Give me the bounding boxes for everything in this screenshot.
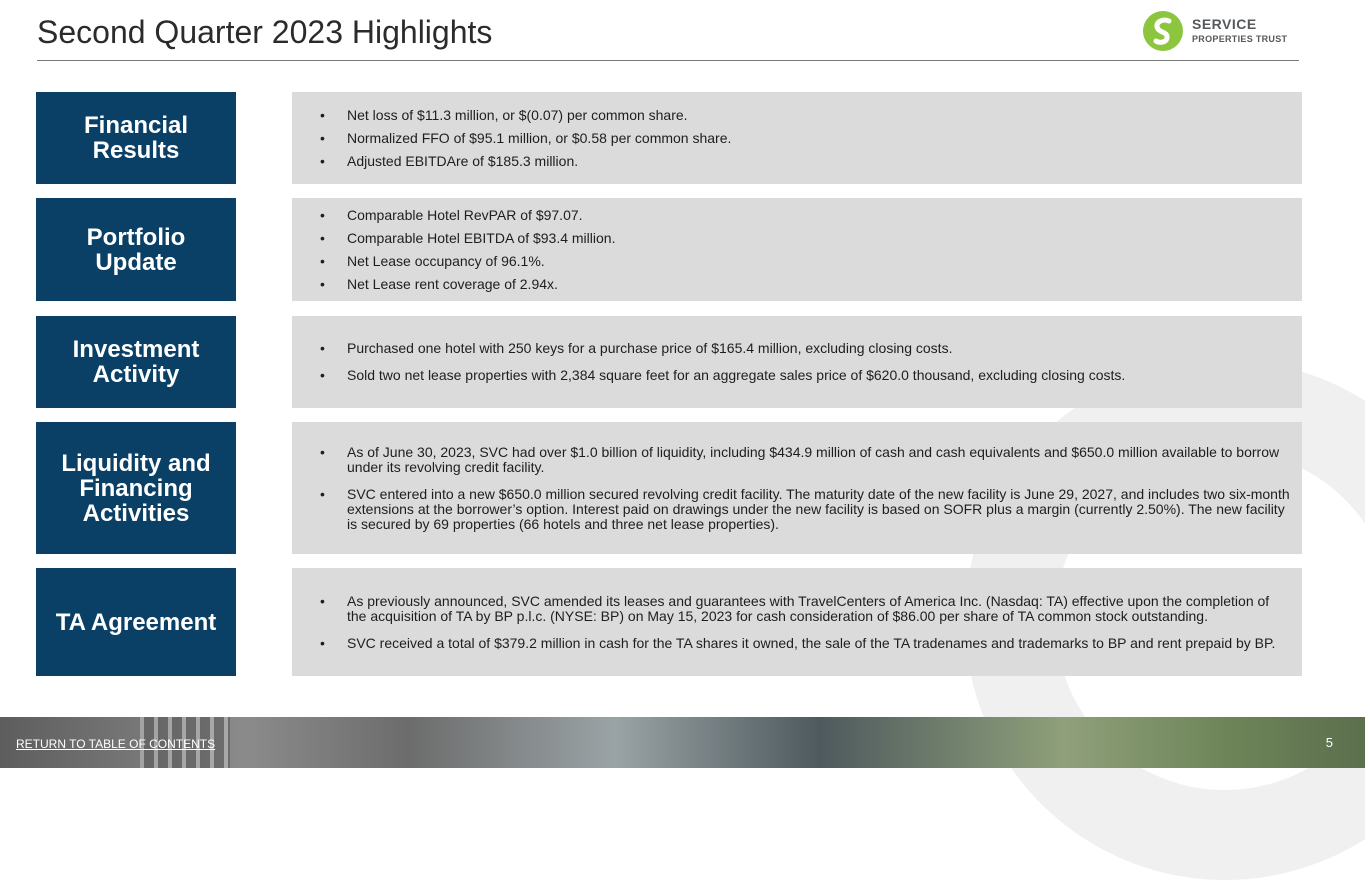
- bullet-item: • As previously announced, SVC amended its leases and guarantees with TravelCenters of America Inc. (Nasdaq: TA) effective upon the completion of the acquisition of TA by BP p.l.c. (NYSE: BP) on May 15, 2023 for cash consideration of $86.00 per share of TA common stock outstanding.: [320, 594, 1290, 624]
- bullet-item: • Sold two net lease properties with 2,384 square feet for an aggregate sales price of $620.0 thousand, excluding closing costs.: [320, 368, 1290, 383]
- page-number: 5: [1325, 735, 1333, 750]
- bullet-item: • Normalized FFO of $95.1 million, or $0.58 per common share.: [320, 131, 1290, 146]
- section-label-line: Activities: [82, 499, 190, 527]
- section-content: [292, 316, 1302, 408]
- section-content: [292, 198, 1302, 301]
- logo-text-service: SERVICE: [1192, 16, 1257, 32]
- bullet-item: • Comparable Hotel RevPAR of $97.07.: [320, 208, 1290, 223]
- title-divider: [37, 60, 1299, 61]
- bullet-item: • SVC entered into a new $650.0 million secured revolving credit facility. The maturity date of the new facility is June 29, 2027, and includes two six-month extensions at the borrower’s option. Interest paid on drawings under the new facility is based on SOFR plus a margin (currently 2.50%). The new facility is secured by 69 properties (66 hotels and three net lease properties).: [320, 487, 1290, 532]
- section-label-line: TA Agreement: [55, 608, 217, 636]
- section-financial-results: [36, 92, 1302, 184]
- return-to-contents-link[interactable]: RETURN TO TABLE OF CONTENTS: [16, 737, 216, 751]
- bullet-item: • Comparable Hotel EBITDA of $93.4 million.: [320, 231, 1290, 246]
- section-liquidity-financing: [36, 422, 1302, 554]
- section-label-line: Activity: [92, 361, 180, 388]
- section-label-line: Update: [95, 248, 177, 276]
- section-content: [292, 92, 1302, 184]
- section-label: [36, 316, 236, 408]
- section-label: [36, 422, 236, 554]
- logo-mark-icon: [1142, 10, 1184, 52]
- section-label: [36, 198, 236, 301]
- section-label-line: Results: [92, 137, 180, 164]
- company-logo: [1142, 10, 1302, 54]
- section-label-line: Portfolio: [86, 223, 186, 251]
- bullet-item: • Adjusted EBITDAre of $185.3 million.: [320, 154, 1290, 169]
- section-portfolio-update: [36, 198, 1302, 301]
- section-label-line: Financing: [79, 474, 193, 502]
- bullet-item: • Purchased one hotel with 250 keys for a purchase price of $165.4 million, excluding closing costs.: [320, 341, 1290, 356]
- bullet-item: • Net loss of $11.3 million, or $(0.07) per common share.: [320, 108, 1290, 123]
- bullet-item: • SVC received a total of $379.2 million in cash for the TA shares it owned, the sale of the TA tradenames and trademarks to BP and rent prepaid by BP.: [320, 636, 1290, 651]
- section-label-line: Investment: [72, 336, 200, 363]
- section-content: [292, 568, 1302, 676]
- logo-text-properties-trust: PROPERTIES TRUST: [1192, 34, 1288, 44]
- bullet-item: • Net Lease occupancy of 96.1%.: [320, 254, 1290, 269]
- section-label-line: Financial: [83, 112, 189, 139]
- slide-title: Second Quarter 2023 Highlights: [37, 14, 493, 50]
- bullet-item: • As of June 30, 2023, SVC had over $1.0 billion of liquidity, including $434.9 million of cash and cash equivalents and $650.0 million available to borrow under its revolving credit facility.: [320, 445, 1290, 475]
- section-label: [36, 568, 236, 676]
- section-content: [292, 422, 1302, 554]
- section-label: [36, 92, 236, 184]
- section-ta-agreement: [36, 568, 1302, 676]
- bullet-item: • Net Lease rent coverage of 2.94x.: [320, 277, 1290, 292]
- section-investment-activity: [36, 316, 1302, 408]
- section-label-line: Liquidity and: [61, 449, 211, 477]
